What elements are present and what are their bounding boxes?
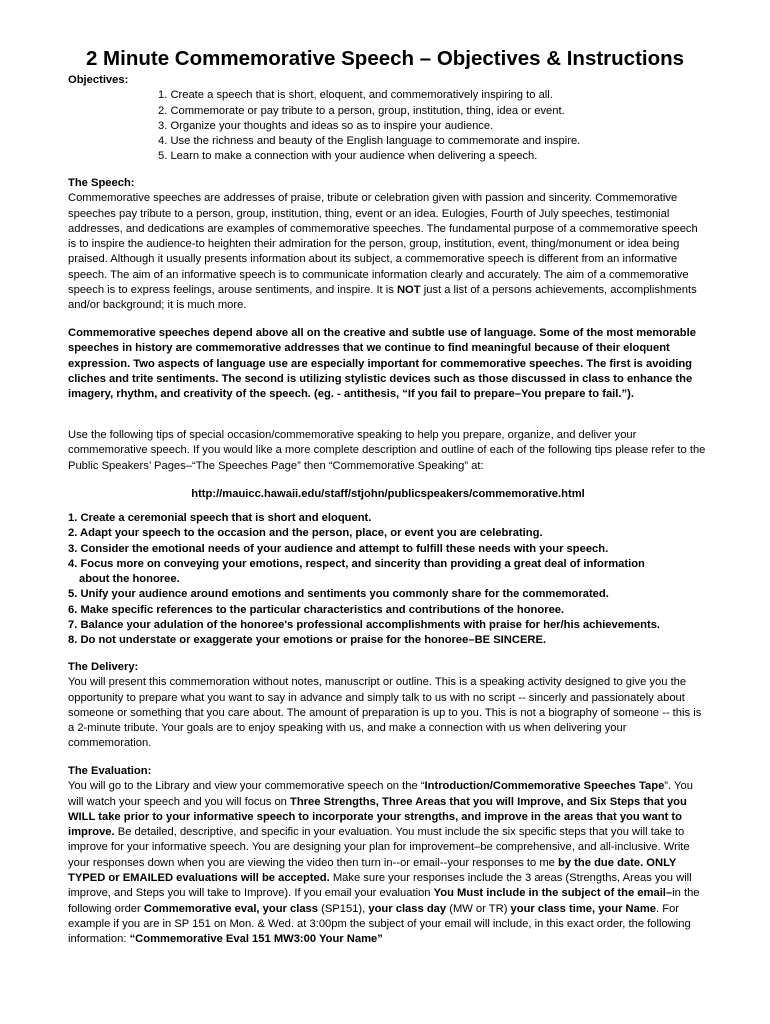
objectives-heading: Objectives: [68, 74, 129, 86]
evaluation-text [68, 779, 708, 947]
objectives-section [68, 73, 708, 165]
tip-item: 4. Focus more on conveying your emotions, respect, and sincerity than providing a great deal of information [68, 557, 645, 570]
tip-item: 2. Adapt your speech to the occasion and the person, place, or event you are celebrating. [68, 527, 543, 540]
eval-text: (MW or TR) [446, 902, 511, 915]
speech-text-a: Commemorative speeches are addresses of praise, tribute or celebration given with passion and sincerity. Commemorative speeches pay tribute to a person, group, institution, thing, event or an idea. Eulogies, Fourth of July speeches, testimonial addresses, and dedications are examples of commemorative speeches. The fundamental purpose of a commemorative speech is to inspire the audience-to heighten their admiration for the person, group, institution, event, thing/monument or idea being praised. Although it usually presents information about its subject, a commemorative speech is different from an informative speech. The aim of an informative speech is to communicate information clearly and accurately. The aim of a commemorative speech is to express feelings, arouse sentiments, and inspire. It is [68, 192, 698, 297]
tip-item: 6. Make specific references to the particular characteristics and contributions of the honoree. [68, 603, 565, 616]
eval-subject-day: your class day [368, 902, 447, 915]
tip-item: 5. Unify your audience around emotions and sentiments you commonly share for the commemorated. [68, 588, 609, 601]
objective-item: 3. Organize your thoughts and ideas so as to inspire your audience. [158, 119, 494, 132]
eval-text: ”. You will watch your speech and you will focus on [68, 780, 693, 808]
tip-item: 7. Balance your adulation of the honoree's professional accomplishments with praise for her/his achievements. [68, 619, 661, 632]
evaluation-section [68, 764, 708, 948]
language-paragraph: Commemorative speeches depend above all on the creative and subtle use of language. Some of the most memorable speeches in history are commemorative addresses that we continue to find meaningful because of their eloquent expression. Two aspects of language use are especially important for commemorative speeches. The first is avoiding cliches and trite sentiments. The second is utilizing stylistic devices such as those discussed in class to enhance the imagery, rhythm, and creativity of the speech. (eg. - antithesis, “If you fail to prepare–You prepare to fail.”). [68, 327, 696, 401]
evaluation-heading: The Evaluation: [68, 765, 152, 777]
objective-item: 4. Use the richness and beauty of the English language to commemorate and inspire. [158, 135, 581, 148]
speech-heading: The Speech: [68, 177, 135, 189]
eval-subject-time-name: your class time, your Name [510, 902, 657, 915]
eval-subject-class: Commemorative eval, your class [143, 902, 318, 915]
speech-section [68, 176, 708, 314]
eval-focus-points: Three Strengths, Three Areas that you will Improve, and Six Steps that you WILL take prior to your informative speech to incorporate your strengths, and improve in the areas that you want to improve. [68, 795, 687, 839]
page-title: 2 Minute Commemorative Speech – Objectives & Instructions [85, 47, 685, 70]
eval-text: (SP151), [318, 902, 369, 915]
eval-tape-name: Introduction/Commemorative Speeches Tape [424, 780, 665, 793]
objective-item: 2. Commemorate or pay tribute to a person, group, institution, thing, idea or event. [158, 104, 565, 117]
eval-text: Make sure your responses include the 3 areas (Strengths, Areas you will improve, and Steps you will take to Improve). If you email your evaluation [68, 872, 692, 900]
reference-url: http://mauicc.hawaii.edu/staff/stjohn/publicspeakers/commemorative.html [191, 488, 585, 500]
delivery-section [68, 660, 708, 752]
delivery-heading: The Delivery: [68, 661, 139, 673]
tips-list [68, 511, 708, 649]
objective-item: 1. Create a speech that is short, eloquent, and commemoratively inspiring to all. [158, 89, 553, 102]
eval-text: You will go to the Library and view your commemorative speech on the “ [68, 780, 425, 793]
tip-item: 3. Consider the emotional needs of your audience and attempt to fulfill these needs with your speech. [68, 542, 609, 555]
tip-item: 1. Create a ceremonial speech that is short and eloquent. [68, 512, 372, 524]
speech-not-emphasis: NOT [396, 284, 421, 297]
eval-due-date: by the due date. ONLY TYPED or EMAILED evaluations will be accepted. [68, 856, 677, 885]
eval-text: Be detailed, descriptive, and specific in your evaluation. You must include the six specific steps that you will take to improve for your informative speech. You are designing your plan for improvement–be comprehensive, and all-inclusive. Write your responses down when you are viewing the video then turn in--or email--your responses to me [68, 826, 690, 869]
eval-subject-rule: You Must include in the subject of the email– [433, 887, 673, 900]
tip-item: 8. Do not understate or exaggerate your emotions or praise for the honoree–BE SINCERE. [68, 634, 547, 647]
tips-intro-paragraph: Use the following tips of special occasion/commemorative speaking to help you prepare, organize, and deliver your commemorative speech. If you would like a more complete description and outline of each of the following tips please refer to the Public Speakers’ Pages–“The Speeches Page” then “Commemorative Speaking” at: [68, 429, 706, 472]
tip-item-continuation: about the honoree. [79, 573, 180, 586]
speech-paragraph-1 [68, 191, 708, 313]
eval-text: in the following order [68, 887, 700, 915]
delivery-text: You will present this commemoration without notes, manuscript or outline. This is a speaking activity designed to give you the opportunity to prepare what you want to say in advance and simply talk to us with no script -- sincerly and passionately about someone or something that you care about. The amount of preparation is up to you. This is not a biography of someone -- this is a 2-minute tribute. Your goals are to enjoy speaking with us, and make a connection with us when delivering your commemoration. [68, 676, 702, 750]
eval-text: . For example if you are in SP 151 on Mon. & Wed. at 3:00pm the subject of your email will include, in this exact order, the following information: [68, 902, 691, 946]
speech-text-b: just a list of a persons achievements, accomplishments and/or background; it is much more. [68, 284, 697, 312]
tips-section [68, 511, 708, 649]
objective-item: 5. Learn to make a connection with your audience when delivering a speech. [158, 150, 538, 163]
eval-subject-example: “Commemorative Eval 151 MW3:00 Your Name” [129, 933, 383, 946]
objectives-list [68, 88, 708, 164]
